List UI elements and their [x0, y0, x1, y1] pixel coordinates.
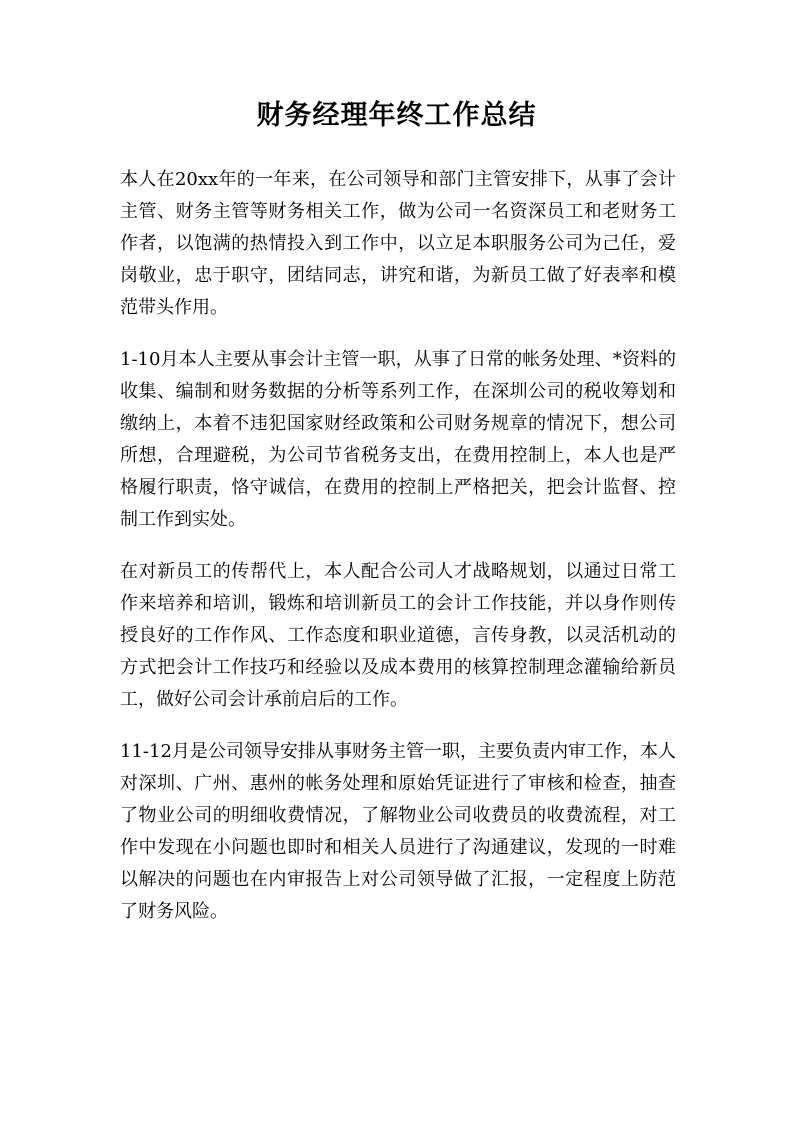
paragraph-intro: 本人在20xx年的一年来，在公司领导和部门主管安排下，从事了会计主管、财务主管等财务相关工作，做为公司一名资深员工和老财务工作者，以饱满的热情投入到工作中，以立足本职服务公司为己任，爱岗敬业，忠于职守，团结同志，讲究和谐，为新员工做了好表率和模范带头作用。: [120, 169, 676, 318]
paragraph-internal-audit: 11-12月是公司领导安排从事财务主管一职，主要负责内审工作，本人对深圳、广州、惠州的帐务处理和原始凭证进行了审核和检查，抽查了物业公司的明细收费情况，了解物业公司收费员的收费流程，对工作中发现在小问题也即时和相关人员进行了沟通建议，发现的一时难以解决的问题也在内审报告上对公司领导做了汇报，一定程度上防范了财务风险。: [120, 741, 676, 922]
document-body: [120, 164, 676, 948]
paragraph-new-staff-training: 在对新员工的传帮代上，本人配合公司人才战略规划，以通过日常工作来培养和培训，锻炼和培训新员工的会计工作技能，并以身作则传授良好的工作作风、工作态度和职业道德，言传身教，以灵活机动的方式把会计工作技巧和经验以及成本费用的核算控制理念灌输给新员工，做好公司会计承前启后的工作。: [120, 561, 676, 710]
document-title: 财务经理年终工作总结: [256, 100, 537, 131]
paragraph-accounting-supervisor: 1-10月本人主要从事会计主管一职，从事了日常的帐务处理、*资料的收集、编制和财务数据的分析等系列工作，在深圳公司的税收筹划和缴纳上，本着不违犯国家财经政策和公司财务规章的情况下，想公司所想，合理避税，为公司节省税务支出，在费用控制上，本人也是严格履行职责，恪守诚信，在费用的控制上严格把关，把会计监督、控制工作到实处。: [120, 349, 676, 530]
